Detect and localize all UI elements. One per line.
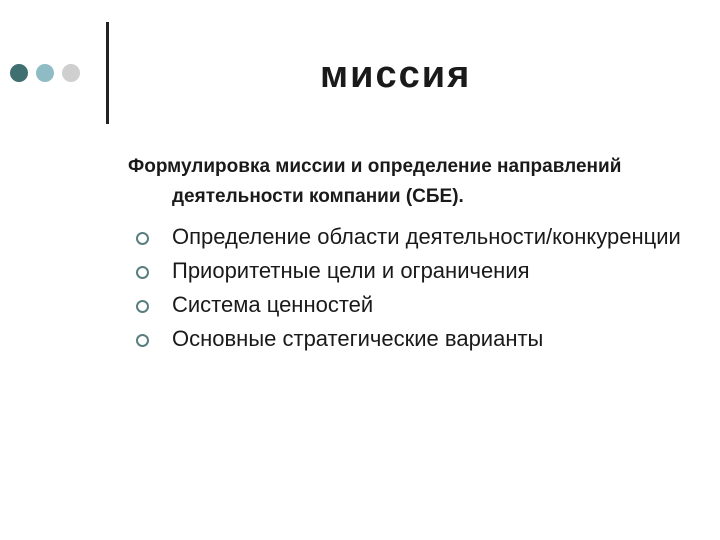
dot-dark-icon xyxy=(10,64,28,82)
list-item xyxy=(126,254,686,288)
circle-bullet-icon xyxy=(136,300,149,313)
circle-bullet-icon xyxy=(136,266,149,279)
slide-title: миссия xyxy=(320,54,472,96)
list-item-text: Система ценностей xyxy=(172,292,374,317)
circle-bullet-icon xyxy=(136,232,149,245)
list-item-text: Основные стратегические варианты xyxy=(172,326,544,351)
list-item xyxy=(126,288,686,322)
bullet-list xyxy=(126,220,686,356)
list-item-text: Приоритетные цели и ограничения xyxy=(172,258,530,283)
dot-gray-icon xyxy=(62,64,80,82)
intro-text: Формулировка миссии и определение направлений деятельности компании (СБЕ). xyxy=(128,156,622,207)
three-dots-icon xyxy=(10,64,80,82)
list-item xyxy=(126,220,686,254)
title-divider xyxy=(106,22,109,124)
list-item-text: Определение области деятельности/конкуренции xyxy=(172,224,681,249)
circle-bullet-icon xyxy=(136,334,149,347)
list-item xyxy=(126,322,686,356)
dot-light-icon xyxy=(36,64,54,82)
